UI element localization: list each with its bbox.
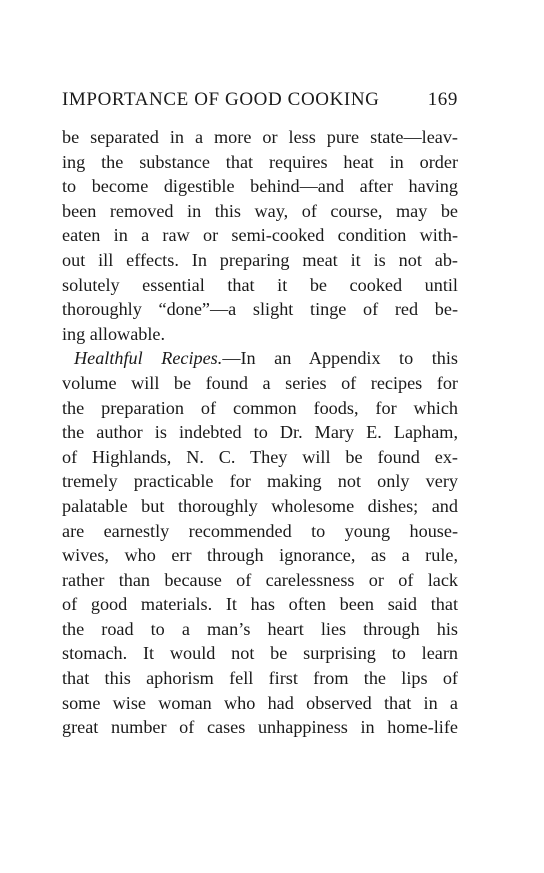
section-heading: Healthful Recipes. [74,348,223,369]
page-number: 169 [427,89,458,110]
text-line: tremely practicable for making not only very [62,471,458,492]
running-head [62,89,458,117]
text-line: are earnestly recommended to young house- [62,520,458,541]
body-text [62,125,458,740]
text-line: ing allowable. [62,323,166,344]
text-line: Healthful Recipes.—In an Appendix to this [74,348,458,369]
text-line: out ill effects. In preparing meat it is not ab- [62,249,458,270]
text-line: of Highlands, N. C. They will be found ex- [62,446,458,467]
text-line: be separated in a more or less pure state—leav- [62,127,458,147]
text-line: some wise woman who had observed that in a [62,692,458,713]
text-line: palatable but thoroughly wholesome dishes; and [62,495,458,516]
text-line: of good materials. It has often been said that [62,594,458,615]
running-title: IMPORTANCE OF GOOD COOKING [62,89,380,110]
text-line: ing the substance that requires heat in order [62,151,458,172]
text-line: eaten in a raw or semi-cooked condition with- [62,225,458,246]
text-line: wives, who err through ignorance, as a rule, [62,545,458,566]
text-line: great number of cases unhappiness in home-life [62,717,458,738]
text-line: the preparation of common foods, for which [62,397,458,418]
text-line: thoroughly “done”—a slight tinge of red be- [62,299,458,320]
text-line: the author is indebted to Dr. Mary E. Lapham, [62,422,458,443]
text-line: to become digestible behind—and after having [62,176,458,197]
text-line: the road to a man’s heart lies through his [62,618,458,639]
text-line: that this aphorism fell first from the lips of [62,668,458,689]
text-line: been removed in this way, of course, may be [62,200,458,221]
text-line: rather than because of carelessness or of lack [62,569,458,590]
text-line: stomach. It would not be surprising to learn [62,643,458,664]
text-line: solutely essential that it be cooked until [62,274,458,295]
text-line: volume will be found a series of recipes for [62,372,458,393]
